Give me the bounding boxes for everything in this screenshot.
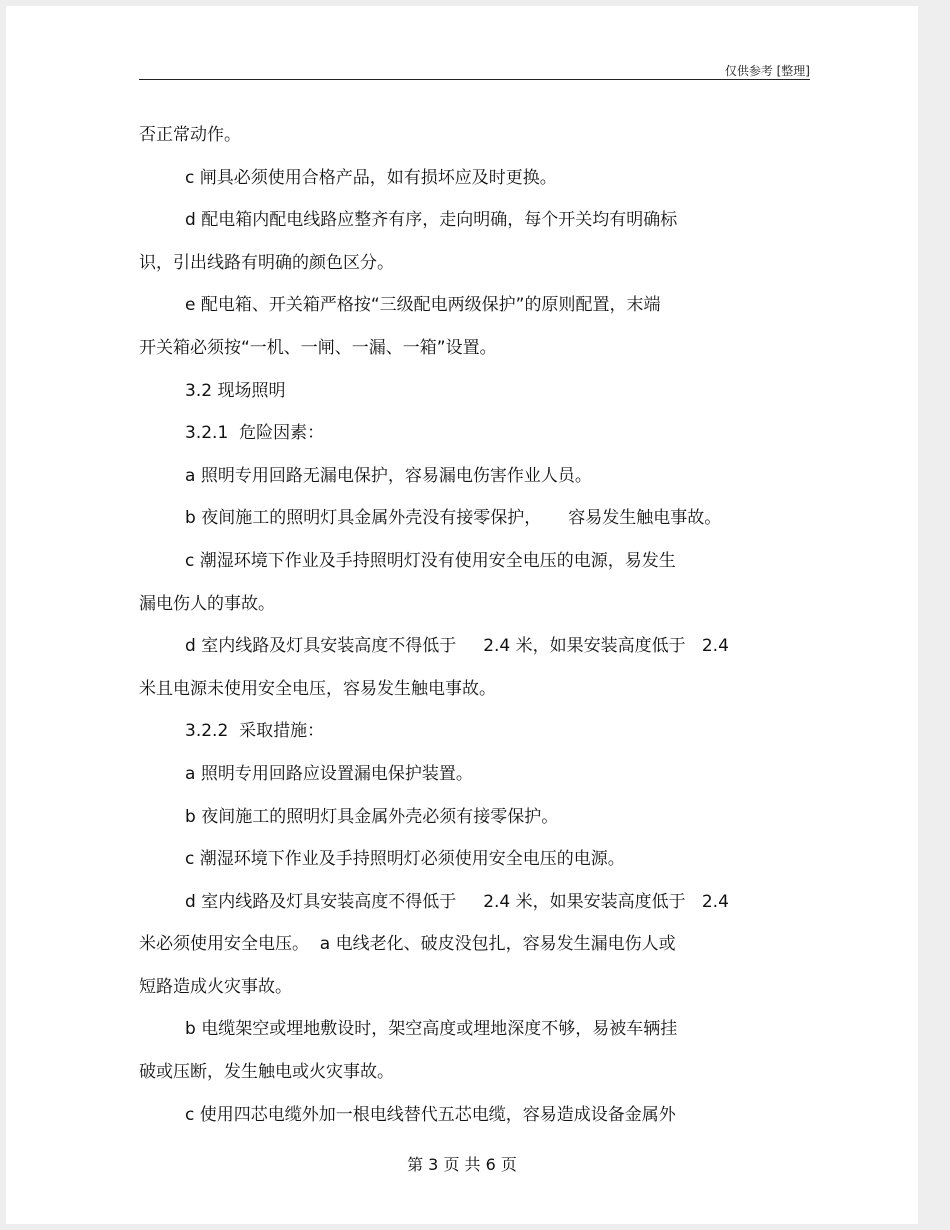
text-line: c 潮湿环境下作业及手持照明灯没有使用安全电压的电源，易发生 — [185, 550, 676, 571]
text-line: d 室内线路及灯具安装高度不得低于 2.4 米，如果安装高度低于 2.4 — [185, 636, 729, 657]
text-line: a 照明专用回路无漏电保护，容易漏电伤害作业人员。 — [185, 465, 592, 486]
document-page — [6, 6, 918, 1224]
text-line: c 潮湿环境下作业及手持照明灯必须使用安全电压的电源。 — [185, 849, 625, 870]
text-line: d 配电箱内配电线路应整齐有序，走向明确，每个开关均有明确标 — [185, 210, 678, 231]
text-line: 否正常动作。 — [139, 125, 241, 145]
text-line: 米且电源未使用安全电压，容易发生触电事故。 — [139, 678, 496, 699]
text-line: b 电缆架空或埋地敷设时，架空高度或埋地深度不够，易被车辆挂 — [185, 1019, 678, 1040]
text-line: 识，引出线路有明确的颜色区分。 — [139, 252, 394, 273]
text-line: 开关箱必须按“一机、一闸、一漏、一箱”设置。 — [139, 337, 497, 358]
text-line: 破或压断，发生触电或火灾事故。 — [139, 1062, 394, 1083]
text-line: b 夜间施工的照明灯具金属外壳没有接零保护， 容易发生触电事故。 — [185, 508, 722, 529]
page-header: 仅供参考 [整理] — [724, 64, 810, 78]
text-line: b 夜间施工的照明灯具金属外壳必须有接零保护。 — [185, 806, 559, 827]
subsection-heading: 3.2.1 危险因素： — [185, 423, 325, 444]
text-line: a 照明专用回路应设置漏电保护装置。 — [185, 763, 473, 784]
body-text — [139, 114, 819, 1136]
text-line: c 使用四芯电缆外加一根电线替代五芯电缆，容易造成设备金属外 — [185, 1104, 676, 1125]
text-line: c 闸具必须使用合格产品，如有损坏应及时更换。 — [185, 167, 557, 188]
text-line: 短路造成火灾事故。 — [139, 976, 292, 997]
text-line: e 配电箱、开关箱严格按“三级配电两级保护”的原则配置，末端 — [185, 295, 661, 316]
section-heading: 3.2 现场照明 — [185, 380, 286, 401]
text-line: 米必须使用安全电压。 a 电线老化、破皮没包扎，容易发生漏电伤人或 — [139, 934, 676, 955]
page-footer: 第 3 页 共 6 页 — [407, 1155, 517, 1174]
text-line: d 室内线路及灯具安装高度不得低于 2.4 米，如果安装高度低于 2.4 — [185, 891, 729, 912]
subsection-heading: 3.2.2 采取措施： — [185, 721, 325, 742]
header-divider — [139, 79, 810, 80]
text-line: 漏电伤人的事故。 — [139, 593, 275, 614]
